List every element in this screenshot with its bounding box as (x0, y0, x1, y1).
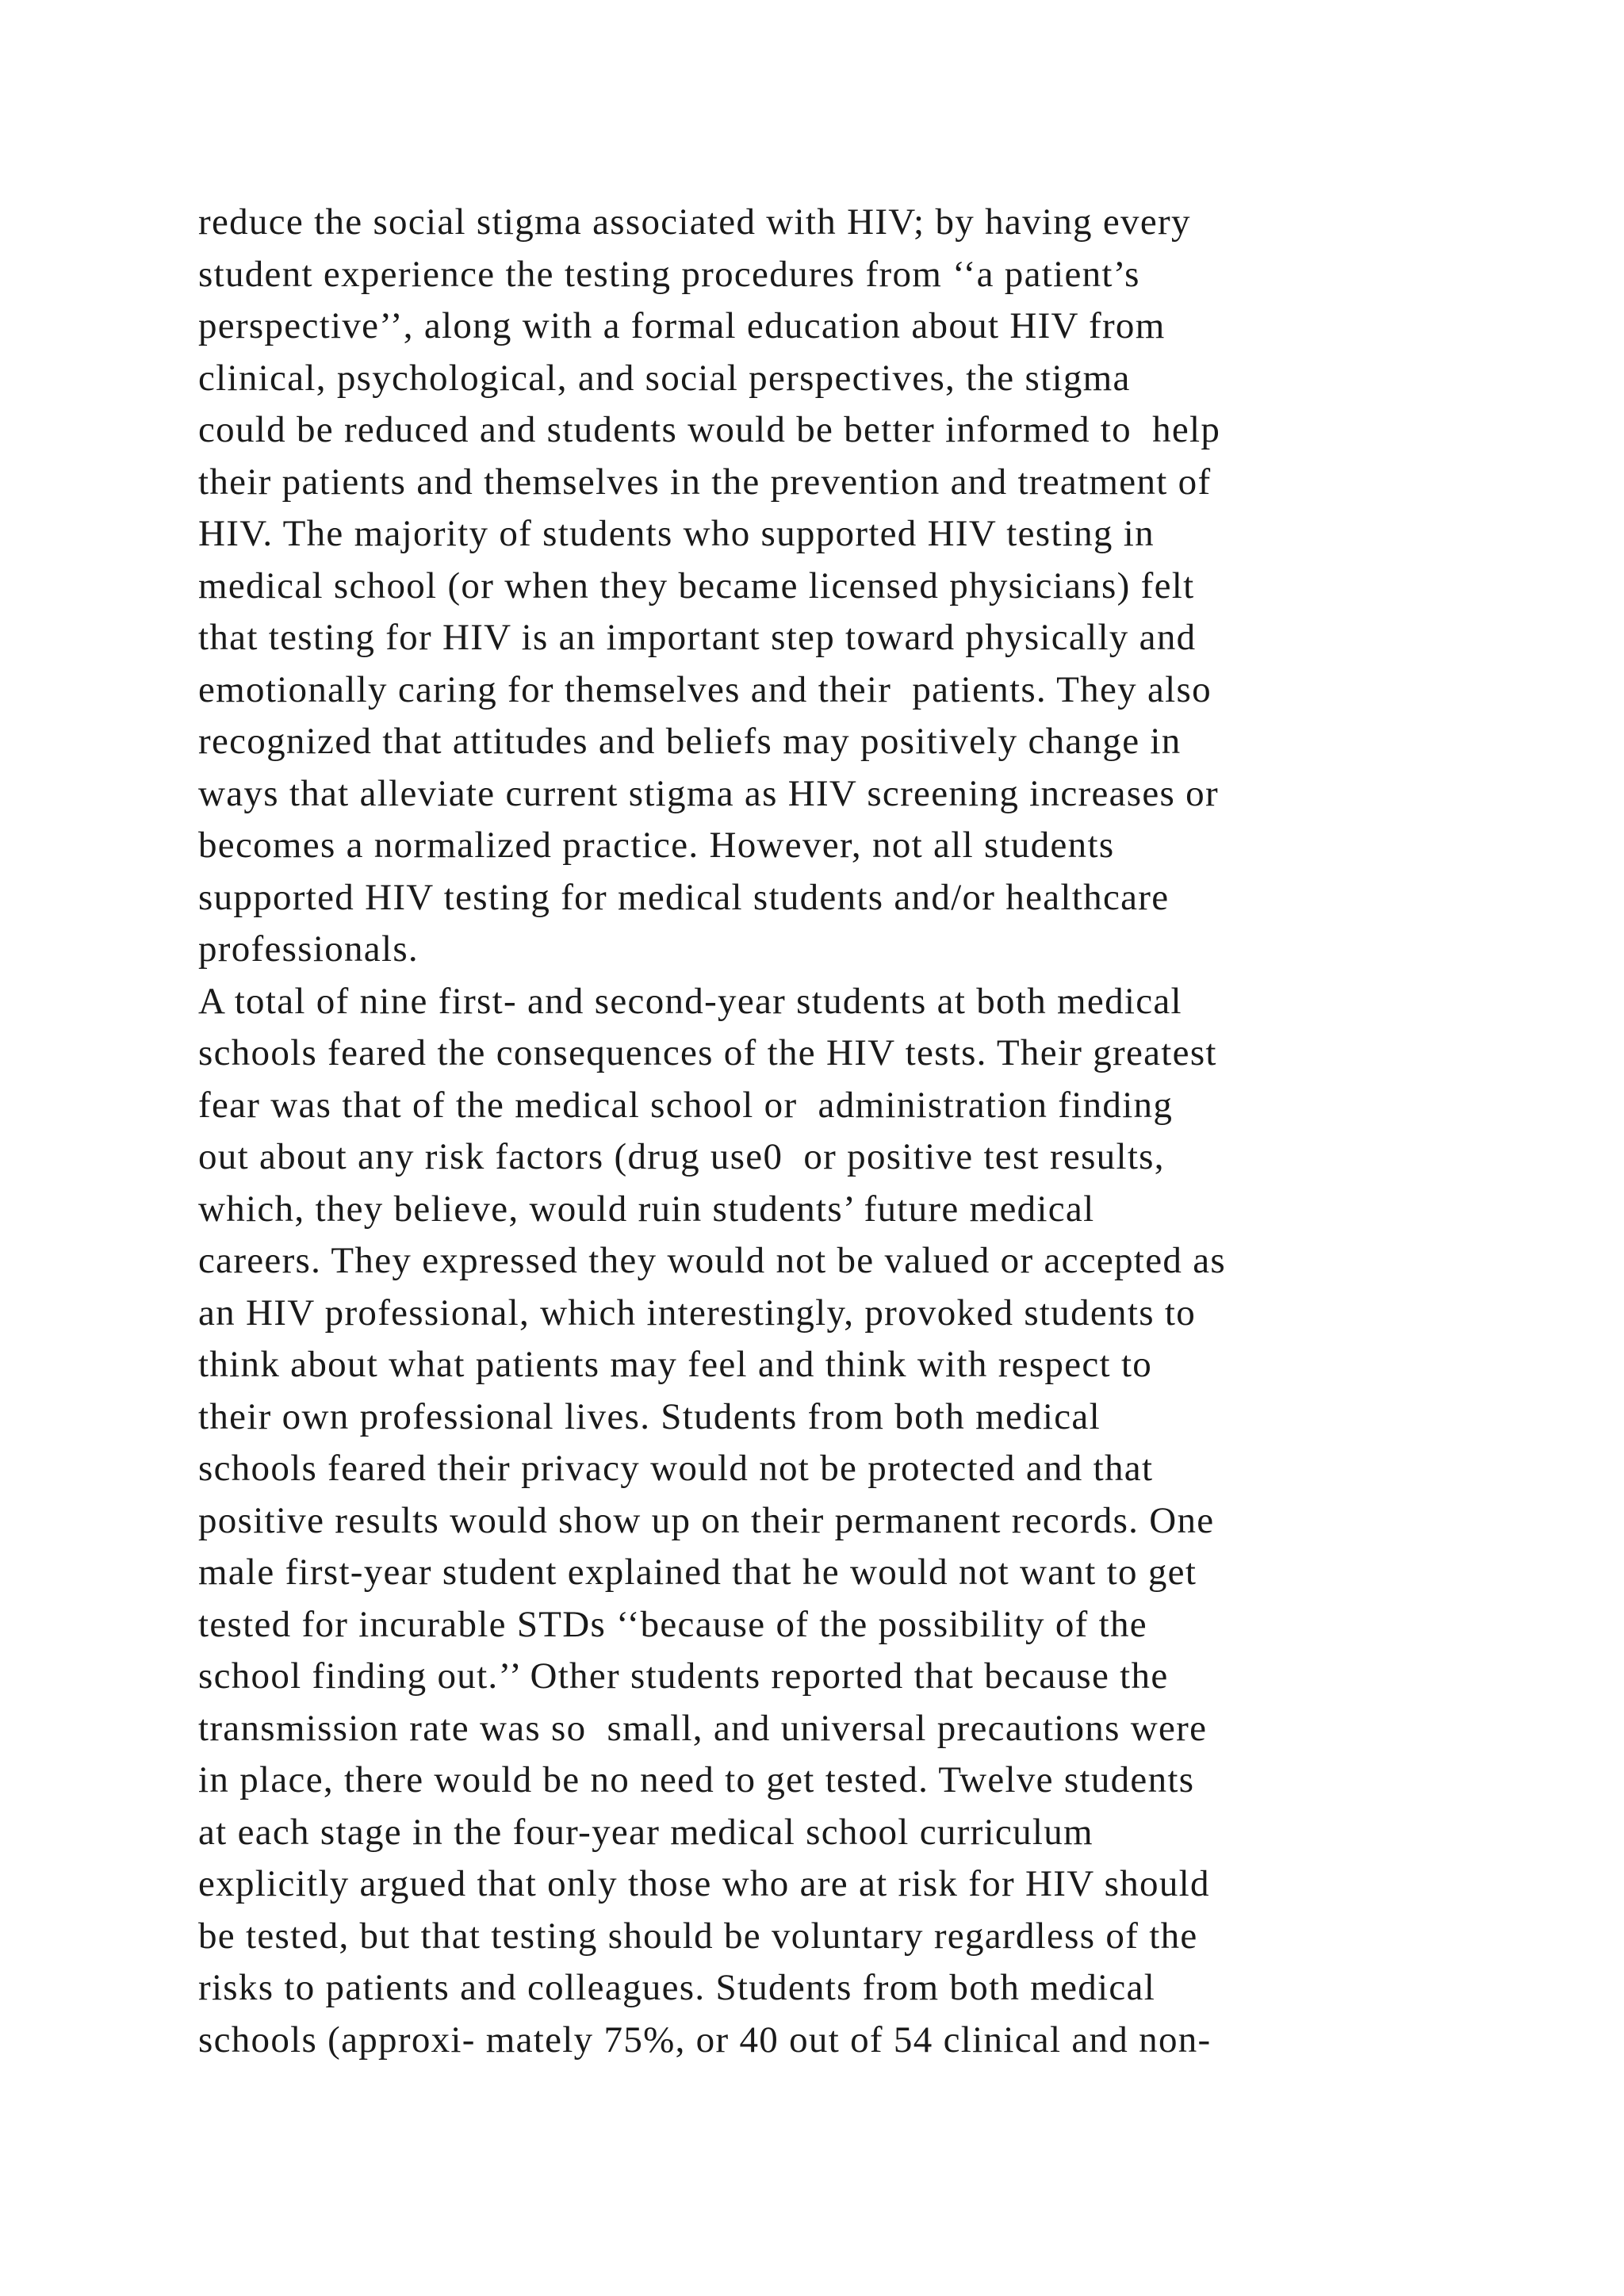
text-line: risks to patients and colleagues. Students from both medical (198, 1967, 1156, 2008)
text-line: out about any risk factors (drug use0 or positive test results, (198, 1136, 1165, 1177)
text-line: male first-year student explained that he would not want to get (198, 1552, 1197, 1593)
text-line: in place, there would be no need to get tested. Twelve students (198, 1759, 1195, 1800)
body-text (198, 197, 1435, 2066)
text-line: their patients and themselves in the prevention and treatment of (198, 461, 1212, 503)
text-line: be tested, but that testing should be voluntary regardless of the (198, 1915, 1198, 1957)
text-line: professionals. (198, 928, 419, 970)
text-line: A total of nine first- and second-year students at both medical (198, 980, 1182, 1022)
text-line: becomes a normalized practice. However, not all students (198, 825, 1115, 866)
text-line: schools feared the consequences of the HIV tests. Their greatest (198, 1032, 1217, 1073)
text-line: reduce the social stigma associated with HIV; by having every (198, 201, 1191, 243)
text-line: supported HIV testing for medical students and/or healthcare (198, 876, 1170, 918)
text-line: recognized that attitudes and beliefs may positively change in (198, 721, 1182, 762)
text-line: at each stage in the four-year medical school curriculum (198, 1811, 1094, 1853)
text-line: student experience the testing procedures from ‘‘a patient’s (198, 253, 1140, 295)
text-line: tested for incurable STDs ‘‘because of the possibility of the (198, 1603, 1147, 1645)
text-line: which, they believe, would ruin students’ future medical (198, 1188, 1095, 1230)
text-line: careers. They expressed they would not be valued or accepted as (198, 1240, 1227, 1281)
text-line: their own professional lives. Students from both medical (198, 1395, 1101, 1437)
text-line: HIV. The majority of students who supported HIV testing in (198, 513, 1155, 554)
text-line: an HIV professional, which interestingly, provoked students to (198, 1292, 1197, 1334)
text-line: medical school (or when they became licensed physicians) felt (198, 564, 1195, 607)
text-line: think about what patients may feel and think with respect to (198, 1344, 1153, 1385)
text-line: emotionally caring for themselves and their patients. They also (198, 668, 1212, 710)
text-line: schools feared their privacy would not be protected and that (198, 1448, 1154, 1489)
text-line: fear was that of the medical school or administration finding (198, 1084, 1174, 1126)
text-line: clinical, psychological, and social perspectives, the stigma (198, 357, 1131, 399)
text-line: perspective’’, along with a formal education about HIV from (198, 305, 1166, 346)
text-line: schools (approxi- mately 75%, or 40 out of 54 clinical and non- (198, 2019, 1212, 2061)
text-line: ways that alleviate current stigma as HIV screening increases or (198, 772, 1219, 814)
text-line: transmission rate was so small, and universal precautions were (198, 1707, 1208, 1749)
text-line: could be reduced and students would be better informed to help (198, 409, 1221, 450)
text-line: school finding out.’’ Other students reported that because the (198, 1655, 1169, 1697)
text-line: that testing for HIV is an important step toward physically and (198, 617, 1197, 658)
text-line: positive results would show up on their permanent records. One (198, 1499, 1215, 1541)
text-line: explicitly argued that only those who are at risk for HIV should (198, 1863, 1210, 1904)
